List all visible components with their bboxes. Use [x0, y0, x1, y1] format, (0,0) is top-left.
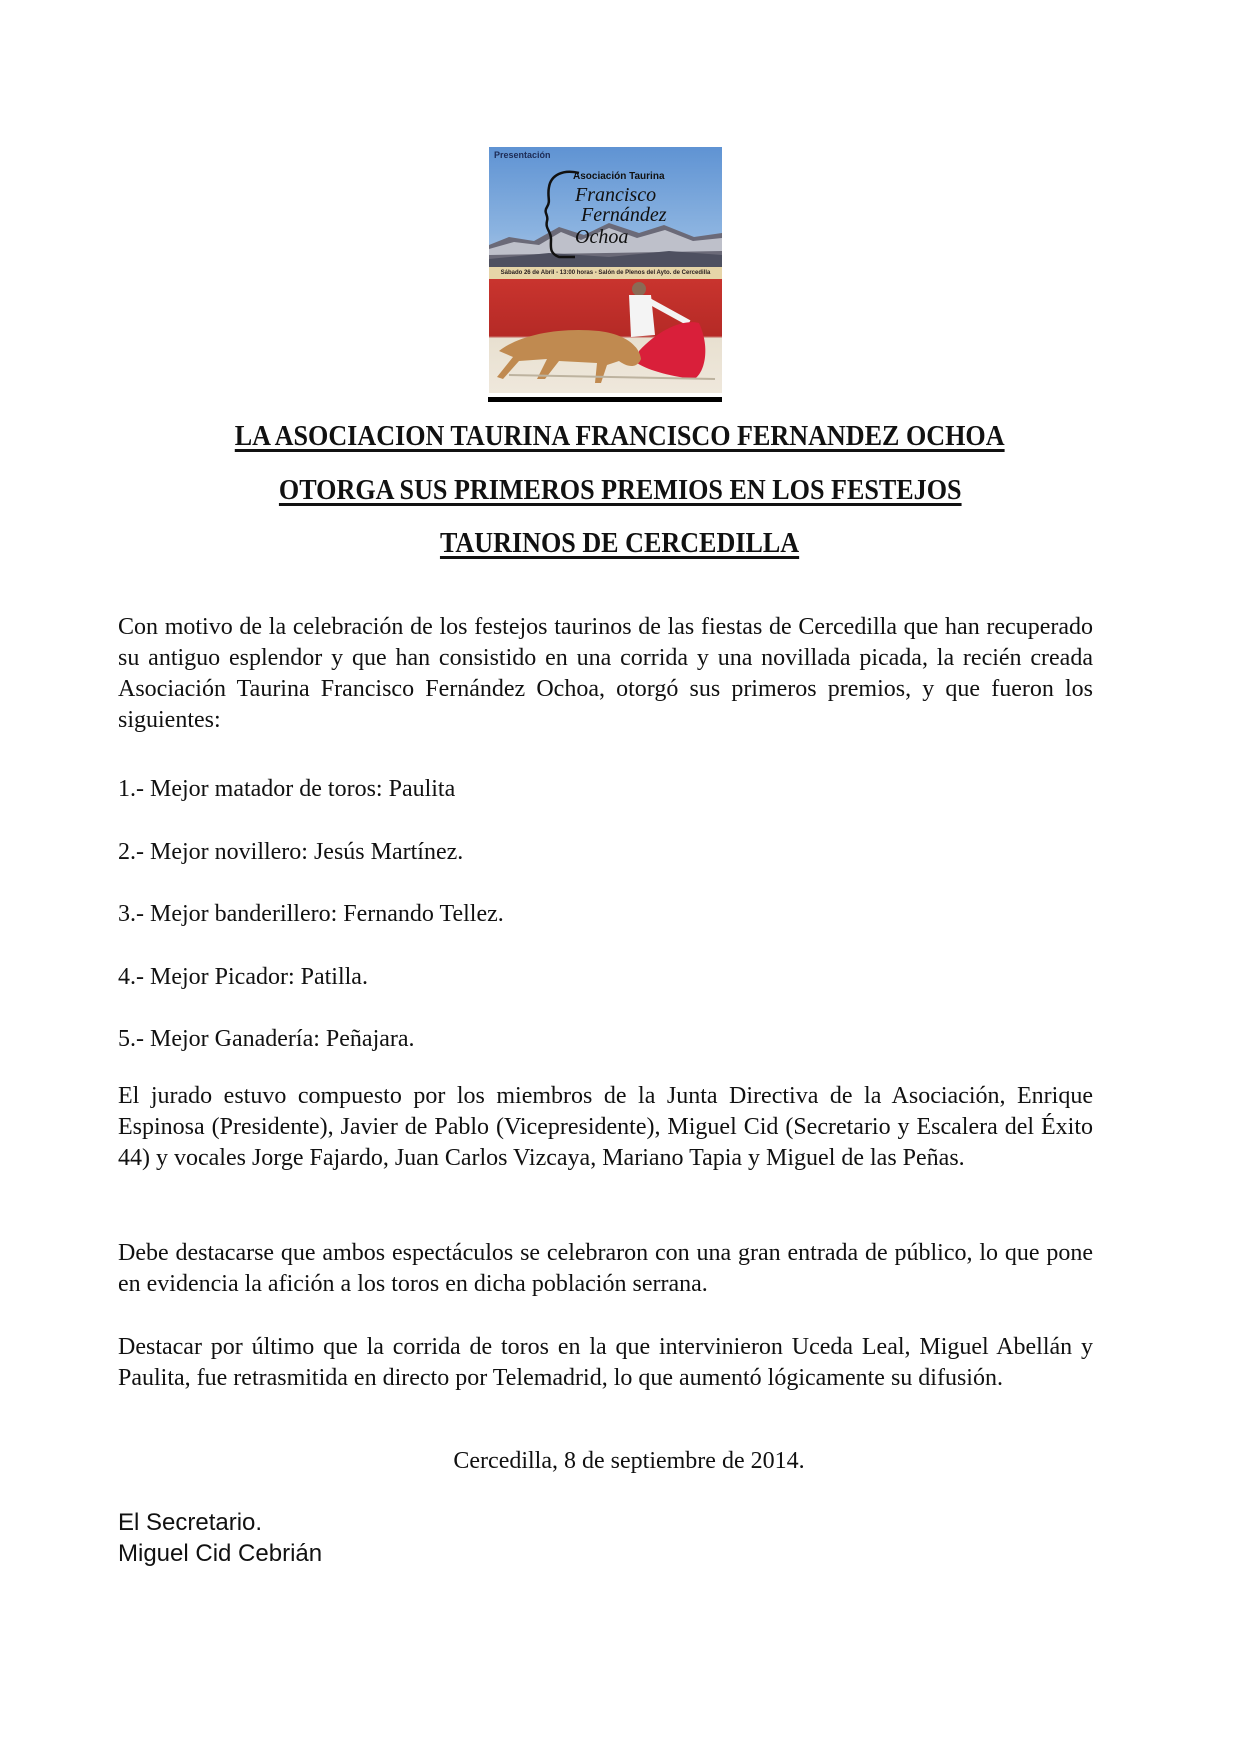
headline-text: LA ASOCIACION TAURINA FRANCISCO FERNANDEZ OCHOA: [235, 420, 1005, 452]
headline-text: TAURINOS DE CERCEDILLA: [440, 527, 800, 559]
signature-role: El Secretario.: [118, 1509, 263, 1536]
event-poster-image: [489, 147, 722, 393]
signature-name: Miguel Cid Cebrián: [118, 1540, 323, 1567]
poster-presentation-label: Presentación: [494, 150, 551, 160]
poster-bullfight-illustration: [489, 279, 722, 393]
award-item: 1.- Mejor matador de toros: Paulita: [118, 776, 456, 802]
poster-association-label: Asociación Taurina: [573, 171, 665, 182]
poster-name-line: Francisco: [575, 184, 657, 206]
jury-paragraph: El jurado estuvo compuesto por los miembros de la Junta Directiva de la Asociación, Enrique Espinosa (Presidente), Javier de Pablo (Vicepresidente), Miguel Cid (Secretario y Escalera del Éxito 44) y vocales Jorge Fajardo, Juan Carlos Vizcaya, Mariano Tapia y Miguel de las Peñas.: [118, 1083, 1093, 1171]
headline-text: OTORGA SUS PRIMEROS PREMIOS EN LOS FESTEJOS: [278, 474, 962, 506]
headline-line-3: [0, 527, 1240, 560]
poster-name-line: Fernández: [581, 204, 667, 226]
poster-underline-bar: [488, 397, 722, 402]
award-item: 3.- Mejor banderillero: Fernando Tellez.: [118, 901, 504, 927]
headline-line-2: [0, 474, 1240, 507]
attendance-paragraph: Debe destacarse que ambos espectáculos se celebraron con una gran entrada de público, lo que pone en evidencia la afición a los toros en dicha población serrana.: [118, 1240, 1093, 1297]
poster-event-band: Sábado 26 de Abril - 13:00 horas - Salón de Plenos del Ayto. de Cercedilla: [489, 267, 722, 279]
award-item: 5.- Mejor Ganadería: Peñajara.: [118, 1026, 415, 1052]
broadcast-paragraph: Destacar por último que la corrida de toros en la que intervinieron Uceda Leal, Miguel Abellán y Paulita, fue retrasmitida en directo por Telemadrid, lo que aumentó lógicamente su difusión.: [118, 1334, 1093, 1391]
poster-name-line: Ochoa: [575, 226, 629, 248]
date-line: Cercedilla, 8 de septiembre de 2014.: [453, 1448, 805, 1474]
award-item: 2.- Mejor novillero: Jesús Martínez.: [118, 839, 464, 865]
award-item: 4.- Mejor Picador: Patilla.: [118, 964, 368, 990]
headline-line-1: [0, 420, 1240, 453]
intro-paragraph: Con motivo de la celebración de los festejos taurinos de las fiestas de Cercedilla que han recuperado su antiguo esplendor y que han consistido en una corrida y una novillada picada, la recién creada Asociación Taurina Francisco Fernández Ochoa, otorgó sus primeros premios, y que fueron los siguientes:: [118, 614, 1093, 733]
